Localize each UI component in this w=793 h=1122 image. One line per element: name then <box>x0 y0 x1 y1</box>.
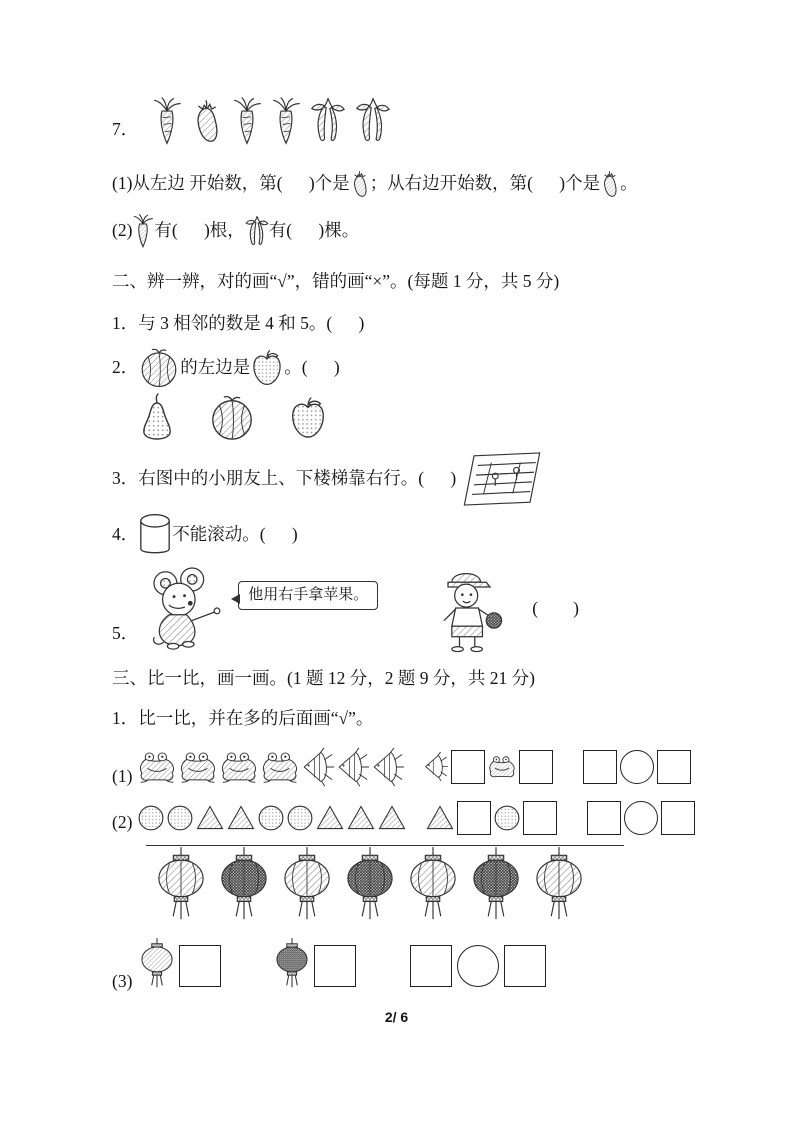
answer-box <box>451 750 485 784</box>
eggplant-icon <box>600 170 620 198</box>
q7-sub1-text-a: (1)从左边 开始数，第( )个是 <box>112 173 350 194</box>
answer-box <box>587 801 621 835</box>
section-2-title: 二、辨一辨，对的画“√”，错的画“×”。(每题 1 分，共 5 分) <box>112 271 560 291</box>
s3-row2-shapes <box>138 801 695 835</box>
q7-sub2 <box>112 214 689 248</box>
watermelon-icon <box>138 347 180 389</box>
pepper-icon <box>355 96 391 146</box>
s2-item5-paren: ( ) <box>532 598 579 619</box>
lantern-icon <box>282 846 332 930</box>
s2-item4-text-a: 4． <box>112 524 139 545</box>
answer-box <box>314 945 356 987</box>
frog-icon <box>179 751 217 783</box>
lantern-icon <box>408 846 458 930</box>
q7-sub1 <box>112 170 689 198</box>
s3-row3 <box>112 938 689 994</box>
speech-bubble <box>238 581 378 609</box>
page-number-text: 2/ 6 <box>384 1009 409 1025</box>
q7-image-row <box>112 96 689 146</box>
answer-box <box>523 801 557 835</box>
s2-item4-text-b: 不能滚动。( ) <box>172 524 298 545</box>
s2-item2 <box>112 347 689 389</box>
outline-circle <box>620 750 654 784</box>
s2-item5 <box>112 565 689 653</box>
s2-item5-number: 5． <box>112 622 139 643</box>
frog-icon <box>138 751 176 783</box>
answer-box <box>410 945 452 987</box>
s2-item2-text-a: 2． <box>112 357 139 378</box>
s2-item3 <box>112 451 689 507</box>
outline-circle <box>457 945 499 987</box>
answer-box <box>179 945 221 987</box>
cylinder-icon <box>138 511 172 559</box>
boy-icon <box>432 565 508 653</box>
s2-item1 <box>112 312 689 336</box>
answer-box <box>519 750 553 784</box>
eggplant-icon <box>191 98 223 144</box>
shaded-circle-icon <box>287 805 313 831</box>
s3-q1-title: 1．比一比，并在多的后面画“√”。 <box>112 707 374 728</box>
shaded-circle-icon <box>494 805 520 831</box>
s3-row2-label: (2) <box>112 811 133 832</box>
answer-box <box>583 750 617 784</box>
stairs-icon <box>462 451 544 507</box>
section-2-title-row <box>112 270 689 294</box>
s2-item4 <box>112 511 689 559</box>
answer-box <box>657 750 691 784</box>
s2-item2-text-c: 。( ) <box>284 357 340 378</box>
shaded-triangle-icon <box>196 805 224 830</box>
apple-icon <box>250 350 284 386</box>
q7-sub2-text-c: 有( )棵。 <box>268 220 360 241</box>
fruit-row <box>138 393 689 443</box>
carrot-icon <box>232 97 262 145</box>
frog-icon <box>488 755 516 779</box>
lantern-icon <box>345 846 395 930</box>
lantern-icon <box>534 846 584 930</box>
answer-box <box>504 945 546 987</box>
carrot-icon <box>132 214 154 248</box>
s2-item2-text-b: 的左边是 <box>180 357 251 378</box>
shaded-triangle-icon <box>347 805 375 830</box>
s3-q1-title-row <box>112 707 689 731</box>
apple-icon <box>288 397 328 439</box>
eggplant-icon <box>350 170 370 198</box>
s3-row1-label: (1) <box>112 765 133 786</box>
angelfish-icon <box>424 750 448 783</box>
shaded-triangle-icon <box>426 805 454 830</box>
shaded-circle-icon <box>167 805 193 831</box>
q7-sub1-text-c: 。 <box>620 173 638 194</box>
carrot-icon <box>271 97 301 145</box>
q7-sub2-text-b: 有( )根， <box>154 220 245 241</box>
lantern-string <box>146 845 624 930</box>
angelfish-icon <box>372 745 404 789</box>
outline-circle <box>624 801 658 835</box>
lantern-icon <box>140 938 174 994</box>
lantern-row <box>156 846 614 930</box>
shaded-triangle-icon <box>378 805 406 830</box>
shaded-circle-icon <box>138 805 164 831</box>
lantern-icon <box>275 938 309 994</box>
mouse-icon <box>150 567 242 651</box>
angelfish-icon <box>302 745 334 789</box>
shaded-triangle-icon <box>316 805 344 830</box>
page-number <box>0 1008 793 1027</box>
answer-box <box>457 801 491 835</box>
question-7 <box>112 96 689 248</box>
section-3-title: 三、比一比，画一画。(1 题 12 分，2 题 9 分，共 21 分) <box>112 668 535 689</box>
q7-sub2-text-a: (2) <box>112 220 133 241</box>
watermelon-icon <box>208 394 256 442</box>
lantern-icon <box>471 846 521 930</box>
s3-row3-label: (3) <box>112 970 133 991</box>
answer-box <box>661 801 695 835</box>
s3-row3-shapes <box>140 938 546 994</box>
s3-row1 <box>112 745 689 789</box>
section-3 <box>112 667 689 993</box>
lantern-icon <box>219 846 269 930</box>
section-3-title-row <box>112 667 689 691</box>
pepper-icon <box>245 215 269 248</box>
carrot-icon <box>152 97 182 145</box>
q7-number: 7． <box>112 119 139 140</box>
frog-icon <box>220 751 258 783</box>
frog-icon <box>261 751 299 783</box>
s3-row2 <box>112 801 689 835</box>
s2-item1-text: 1．与 3 相邻的数是 4 和 5。( ) <box>112 312 365 333</box>
section-2 <box>112 270 689 653</box>
angelfish-icon <box>337 745 369 789</box>
shaded-circle-icon <box>258 805 284 831</box>
lantern-icon <box>156 846 206 930</box>
s3-row1-shapes <box>138 745 691 789</box>
shaded-triangle-icon <box>227 805 255 830</box>
q7-sub1-text-b: ；从右边开始数，第( )个是 <box>369 173 601 194</box>
s2-item3-text: 3．右图中的小朋友上、下楼梯靠右行。( ) <box>112 468 457 489</box>
speech-bubble-text: 他用右手拿苹果。 <box>248 587 369 604</box>
pepper-icon <box>310 96 346 146</box>
pear-icon <box>138 393 176 443</box>
vegetable-row <box>152 96 391 146</box>
